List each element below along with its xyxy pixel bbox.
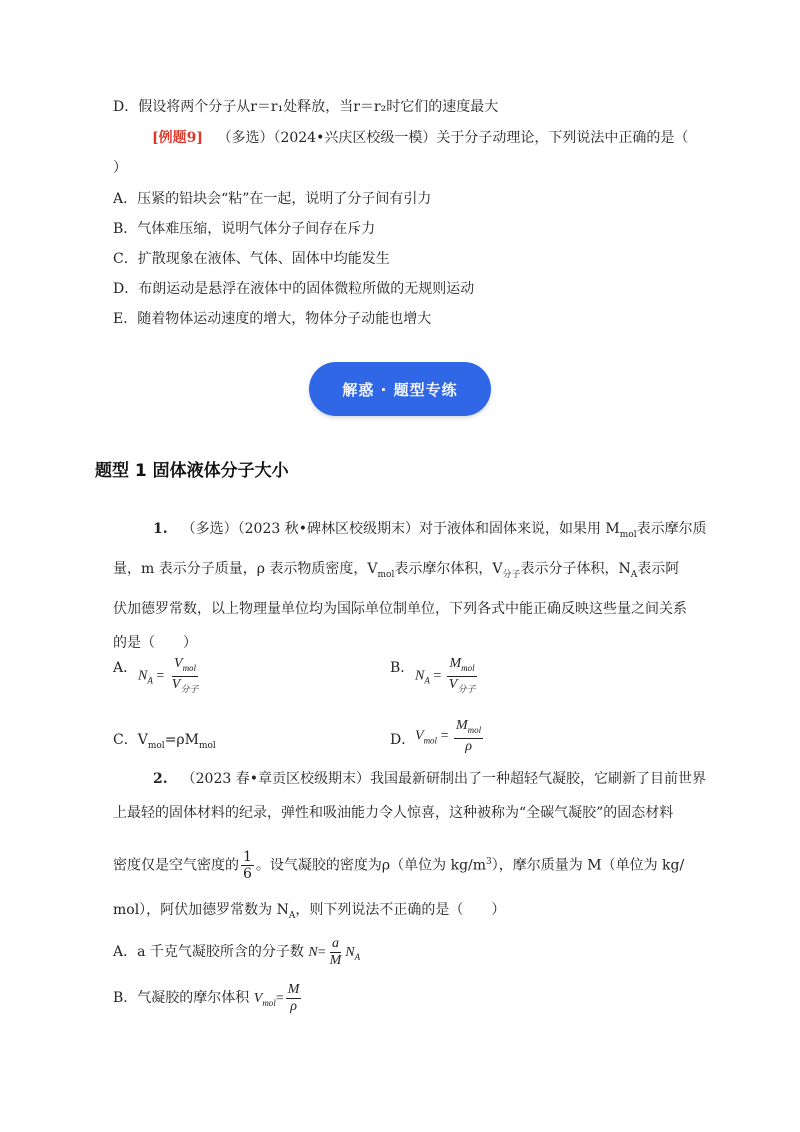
q2-stem xyxy=(113,762,713,830)
q1-text-7: 表示分子体积，N xyxy=(520,560,631,577)
section-banner-text: 解惑 · 题型专练 xyxy=(342,380,458,399)
prev-option-d: D．假设将两个分子从r＝r₁处释放，当r＝r₂时它们的速度最大 xyxy=(113,99,499,115)
q1-text-11: 的是（ ） xyxy=(113,634,197,651)
q2-line-4: mol），阿伏加德罗常数为 $N_A$，则下列说法不正确的是（ ） xyxy=(113,902,506,921)
example-9-tag: [例题9] xyxy=(152,130,203,146)
q1-option-a xyxy=(113,658,137,678)
q1-option-d-formula: $V_{mol}$ = $\frac{M_{mol}}{\rho}$ xyxy=(415,718,482,754)
q1-option-b xyxy=(390,658,414,678)
q1-text-3: 量，m 表示分子质量，ρ 表示物质密度，V xyxy=(113,560,378,577)
q1-sub-mol: mol xyxy=(619,529,637,540)
q1-number: 1. xyxy=(153,521,168,537)
section-banner xyxy=(309,362,491,416)
section-title: 题型 1 固体液体分子大小 xyxy=(95,461,289,481)
q2-line-1: （2023 春•章贡区校级期末）我国最新研制出了一种超轻气凝胶，它刷新了目前世界 xyxy=(181,771,706,787)
q1-option-a-label: A． xyxy=(113,660,138,676)
example-9-option-b: B．气体难压缩，说明气体分子间存在斥力 xyxy=(113,221,376,237)
q1-option-d: D． xyxy=(390,732,416,748)
q1-option-b-fraction: $\frac{M_{mol}}{V_{分子}}$ xyxy=(448,656,476,694)
q1-option-c: C．$V_{mol}=\rho M_{mol}$ xyxy=(113,732,216,751)
q1-option-a-fraction: $\frac{V_{mol}}{V_{分子}}$ xyxy=(171,656,199,694)
q1-text-2: 表示摩尔质 xyxy=(636,521,707,537)
q2-number: 2. xyxy=(153,771,168,787)
q1-text-10: 伏加德罗常数，以上物理量单位均为国际单位制单位，下列各式中能正确反映这些量之间关系 xyxy=(113,600,687,617)
example-9-stem-text: （多选）（2024•兴庆区校级一模）关于分子动理论，下列说法中正确的是（ xyxy=(217,130,689,146)
q1-option-a-formula: $N_A$ = $\frac{V_{mol}}{V_{分子}}$ xyxy=(138,656,202,697)
q2-option-a-formula: N= $\frac{a}{M}$ $N_A$ xyxy=(308,936,361,969)
q1-text-5: 表示摩尔体积，V xyxy=(394,560,503,577)
q1-sub-a: A xyxy=(630,569,638,580)
q2-line-3: 密度仅是空气密度的 $\frac{1}{6}$ 。设气凝胶的密度为ρ（单位为 $kg/m^3$），摩尔质量为 M（单位为 kg/ xyxy=(113,849,685,883)
q1-option-b-formula: $N_A$ = $\frac{M_{mol}}{V_{分子}}$ xyxy=(415,656,479,697)
q2-option-a: A．a 千克气凝胶所含的分子数 N= $\frac{a}{M}$ $N_A$ xyxy=(113,936,361,969)
example-9-option-a: A．压紧的铅块会“粘”在一起，说明了分子间有引力 xyxy=(113,191,432,207)
q1-text-9: 表示阿 xyxy=(637,560,680,577)
example-9-stem xyxy=(152,128,688,148)
q1-sub-fz: 分子 xyxy=(502,569,521,580)
example-9-stem-end: ） xyxy=(113,160,127,176)
q2-option-b-formula: $V_{mol}=$ $\frac{M}{\rho}$ xyxy=(253,982,300,1015)
example-9-option-e: E．随着物体运动速度的增大，物体分子动能也增大 xyxy=(113,311,432,327)
example-9-option-d: D．布朗运动是悬浮在液体中的固体微粒所做的无规则运动 xyxy=(113,281,475,297)
example-9-option-c: C．扩散现象在液体、气体、固体中均能发生 xyxy=(113,251,390,267)
q1-option-d-fraction: $\frac{M_{mol}}{\rho}$ xyxy=(455,718,482,754)
q1-option-b-label: B． xyxy=(390,660,415,676)
q1-stem xyxy=(113,512,713,660)
q1-sub-mol-2: mol xyxy=(377,569,395,580)
q1-source: （多选）（2023 秋•碑林区校级期末）对于液体和固体来说，如果用 M xyxy=(181,521,620,537)
q2-line-2: 上最轻的固体材料的纪录，弹性和吸油能力令人惊喜，这种被称为“全碳气凝胶”的固态材料 xyxy=(113,805,674,821)
q2-option-b: B．气凝胶的摩尔体积 $V_{mol}=$ $\frac{M}{\rho}$ xyxy=(113,982,303,1019)
